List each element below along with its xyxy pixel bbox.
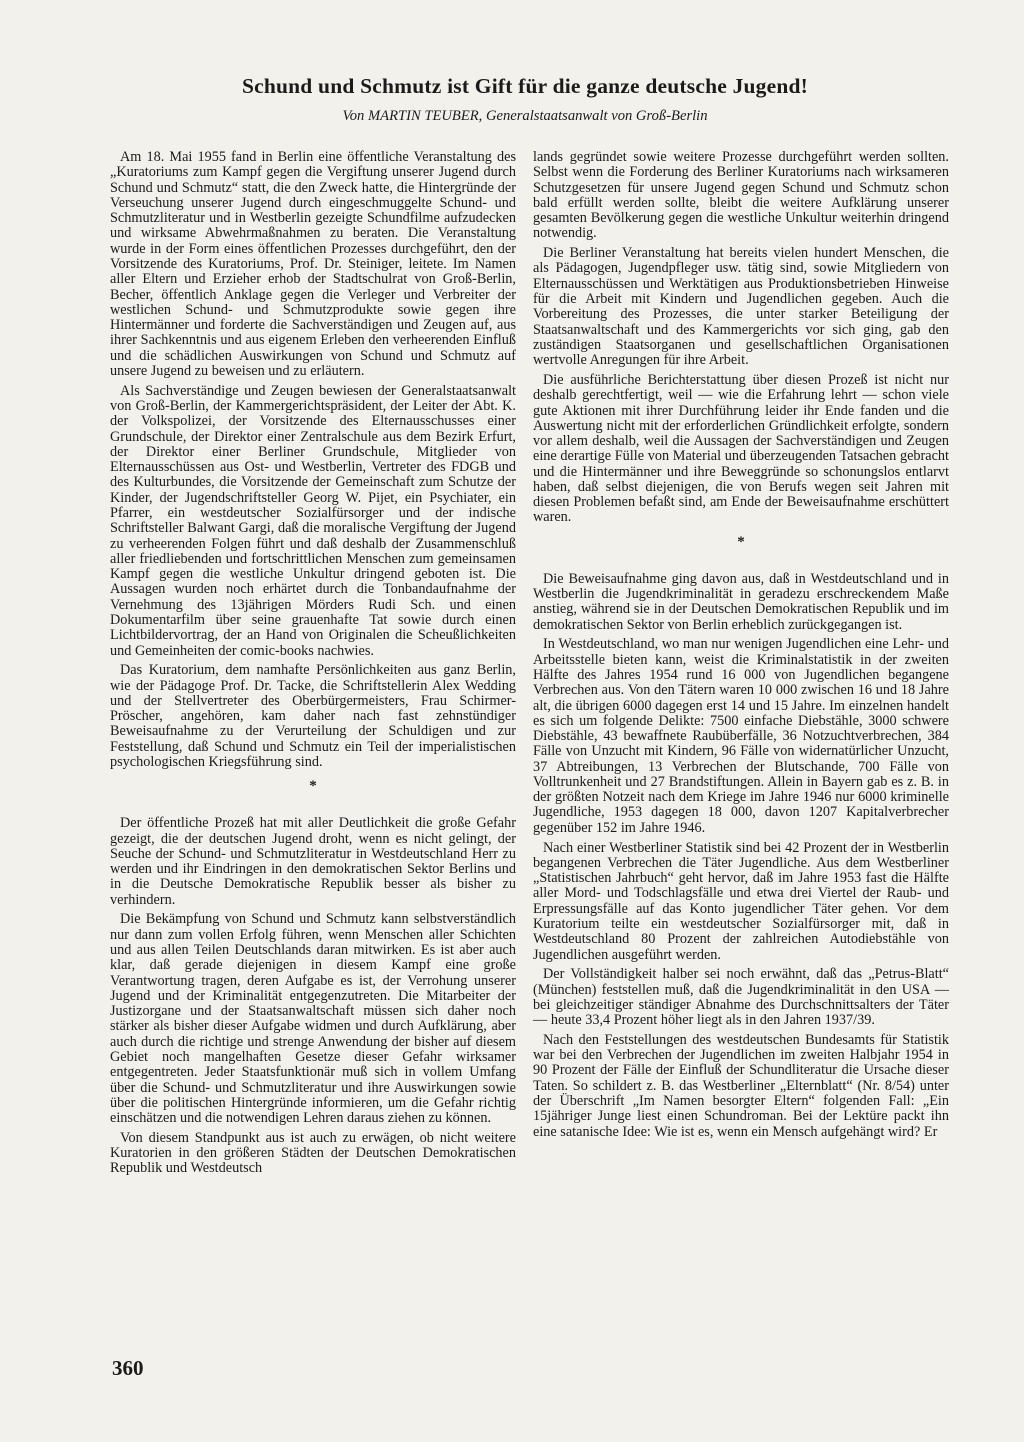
paragraph: Der Vollständigkeit halber sei noch erwähnt, daß das „Petrus-Blatt“ (München) feststellen muß, daß die Jugendkriminalität in den USA — bei gleichzeitiger ständiger Abnahme des Durchschnittsalters der Täter — heute 33,4 Prozent höher liegt als in den Jahren 1937/39. xyxy=(533,966,949,1029)
article-byline: Von MARTIN TEUBER, Generalstaatsanwalt von Groß-Berlin xyxy=(342,108,708,124)
paragraph: Das Kuratorium, dem namhafte Persönlichkeiten aus ganz Berlin, wie der Pädagoge Prof. Dr. Tacke, die Schriftstellerin Alex Wedding und der Stellvertreter des Oberbürgermeisters, Frau Schirmer-Pröscher, angehören, kam daher nach fast zehnstündiger Beweisaufnahme zu der Verurteilung der Schuldigen und zur Feststellung, daß Schund und Schmutz ein Teil der imperialistischen psychologischen Kriegsführung sind. xyxy=(110,662,516,770)
paragraph: Am 18. Mai 1955 fand in Berlin eine öffentliche Veranstaltung des „Kuratoriums zum Kampf gegen die Vergiftung unserer Jugend durch Schund und Schmutz“ statt, die den Zweck hatte, die Hintergründe der Verseuchung unserer Jugend durch eingeschmuggelte Schund- und Schmutzliteratur und in Westberlin gezeigte Schundfilme aufzudecken und wirksame Abwehrmaßnahmen zu beraten. Die Veranstaltung wurde in der Form eines öffentlichen Prozesses durchgeführt, den der Vorsitzende des Kuratoriums, Prof. Dr. Steiniger, leitete. Im Namen aller Eltern und Erzieher erhob der Stadtschulrat von Groß-Berlin, Becher, öffentlich Anklage gegen die Verleger und Verbreiter der westlichen Schund- und Schmutzprodukte sowie gegen ihre Hintermänner und forderte die Sachverständigen und Zeugen auf, aus ihrer Sachkenntnis und aus eigenem Erleben den verheerenden Einfluß und die schädlichen Auswirkungen von Schund und Schmutz auf unsere Jugend zu beweisen und zu erläutern. xyxy=(110,149,516,379)
section-separator: * xyxy=(309,778,317,795)
paragraph: Die Beweisaufnahme ging davon aus, daß in Westdeutschland und in Westberlin die Jugendkriminalität in geradezu erschreckendem Maße anstieg, während sie in der Deutschen Demokratischen Republik und im demokratischen Sektor von Berlin erheblich zurückgegangen ist. xyxy=(533,570,949,633)
paragraph: Die ausführliche Berichterstattung über diesen Prozeß ist nicht nur deshalb gerechtfertigt, weil — wie die Erfahrung lehrt — schon viele gute Aktionen mit ihrer Durchführung leider ihr Ende fanden und die Auswertung nicht mit der erforderlichen Gründlichkeit erfolgte, sondern vor allem deshalb, weil die Aussagen der Sachverständigen und Zeugen eine derartige Fülle von Material und überzeugenden Tatsachen gebracht und die Hintermänner und ihre Beweggründe so schonungslos entlarvt haben, daß selbst diejenigen, die von Berufs wegen seit Jahren mit diesen Problemen befaßt sind, am Ende der Beweisaufnahme erschüttert waren. xyxy=(533,371,949,526)
paragraph: Nach einer Westberliner Statistik sind bei 42 Prozent der in Westberlin begangenen Verbrechen die Täter Jugendliche. Aus dem Westberliner „Statistischen Jahrbuch“ geht hervor, daß im Jahre 1953 fast die Hälfte aller Mord- und Todschlagsfälle und etwa drei Viertel der Raub- und Erpressungsfälle auf das Konto jugendlicher Täter gehen. Vor dem Kuratorium teilte ein westdeutscher Sozialfürsorger mit, daß in Westdeutschland 80 Prozent der zahlreichen Autodiebstähle von Jugendlichen ausgeführt werden. xyxy=(533,839,949,963)
paragraph: Von diesem Standpunkt aus ist auch zu erwägen, ob nicht weitere Kuratorien in den größeren Städten der Deutschen Demokratischen Republik und Westdeutsch xyxy=(110,1129,516,1177)
paragraph: Die Berliner Veranstaltung hat bereits vielen hundert Menschen, die als Pädagogen, Jugendpfleger usw. tätig sind, sowie Mitgliedern von Elternausschüssen und Werktätigen aus Produktionsbetrieben Hinweise für die Arbeit mit Kindern und Jugendlichen gegeben. Auch die Vorbereitung des Prozesses, die unter starker Beteiligung der Staatsanwaltschaft und des Kammergerichts vor sich ging, gab den zuständigen Staatsorganen und gesellschaftlichen Organisationen wertvolle Anregungen für ihre Arbeit. xyxy=(533,245,949,369)
page-number: 360 xyxy=(112,1356,144,1380)
paragraph: Als Sachverständige und Zeugen bewiesen der Generalstaatsanwalt von Groß-Berlin, der Kammergerichtspräsident, der Leiter der Abt. K. der Volkspolizei, der Vorsitzende des Elternausschusses einer Grundschule, der Direktor einer Zentralschule aus dem Bezirk Erfurt, der Direktor einer Berliner Grundschule, Mitglieder von Elternausschüssen aus Ost- und Westberlin, Vertreter des FDGB und des Kulturbundes, die Vorsitzende der Gemeinschaft zum Schutze der Kinder, der Jugendschriftsteller Georg W. Pijet, ein Psychiater, ein Pfarrer, ein westdeutscher Sozialfürsorger und der indische Schriftsteller Balwant Gargi, daß die moralische Vergiftung der Jugend zu verheerenden Folgen führt und daß deshalb der Zusammenschluß aller friedliebenden und fortschrittlichen Menschen zum gemeinsamen Kampf gegen die westliche Unkultur dringend geboten ist. Die Aussagen wurden noch erhärtet durch die Tonbandaufnahme der Vernehmung des 13jährigen Mörders Rudi Sch. und einen Dokumentarfilm über seine grauenhafte Tat sowie durch einen Lichtbildervortrag, der an Hand von Originalen die Scheußlichkeiten und Gemeinheiten der comic-books nachwies. xyxy=(110,382,516,659)
paragraph: In Westdeutschland, wo man nur wenigen Jugendlichen eine Lehr- und Arbeitsstelle bieten kann, weist die Kriminalstatistik in der zweiten Hälfte des Jahres 1954 rund 16 000 von Jugendlichen begangene Verbrechen aus. Von den Tätern waren 10 000 zwischen 16 und 18 Jahre alt, die übrigen 6000 dagegen erst 14 und 15 Jahre. Im einzelnen handelt es sich um folgende Delikte: 7500 einfache Diebstähle, 3000 schwere Diebstähle, 43 bewaffnete Raubüberfälle, 36 Notzuchtverbrechen, 384 Fälle von Unzucht mit Kindern, 96 Fälle von widernatürlicher Unzucht, 37 Abtreibungen, 13 Verbrechen der Blutschande, 700 Fälle von Volltrunkenheit und 27 Brandstiftungen. Allein in Bayern gab es z. B. in der größten Notzeit nach dem Kriege im Jahre 1946 nur 6000 kriminelle Jugendliche, 1953 dagegen 18 000, davon 1207 Kapitalverbrecher gegenüber 152 im Jahre 1946. xyxy=(533,636,949,836)
paragraph: Der öffentliche Prozeß hat mit aller Deutlichkeit die große Gefahr gezeigt, die der deutschen Jugend droht, wenn es nicht gelingt, der Seuche der Schund- und Schmutzliteratur in Westdeutschland Herr zu werden und ihr Eindringen in den demokratischen Sektor Berlins und in die Deutsche Demokratische Republik besser als bisher zu verhindern. xyxy=(110,815,516,908)
article-title: Schund und Schmutz ist Gift für die ganze deutsche Jugend! xyxy=(241,74,809,98)
left-column xyxy=(110,150,516,1181)
section-separator: * xyxy=(737,533,745,550)
paragraph: Die Bekämpfung von Schund und Schmutz kann selbstverständlich nur dann zum vollen Erfolg führen, wenn Menschen aller Schichten und aus allen Teilen Deutschlands daran mitwirken. Es ist aber auch klar, daß gerade diejenigen in diesem Kampf eine große Verantwortung tragen, deren Aufgabe es ist, der Verrohung unserer Jugend und der Kriminalität entgegenzutreten. Die Mitarbeiter der Justizorgane und der Staatsanwaltschaft müssen sich daher noch stärker als bisher dieser Aufgabe widmen und durch Aufklärung, aber auch durch die richtige und strenge Anwendung der bisher auf diesem Gebiet noch mangelhaften Gesetze dieser Gefahr wirksamer entgegentreten. Jeder Staatsfunktionär muß sich in vollem Umfang über die Schund- und Schmutzliteratur und ihre Auswirkungen sowie über die politischen Hintergründe informieren, um die Gefahr richtig einschätzen und die notwendigen Lehren daraus ziehen zu können. xyxy=(110,911,516,1127)
right-column xyxy=(533,150,949,1144)
paragraph-continuation: lands gegründet sowie weitere Prozesse durchgeführt werden sollten. Selbst wenn die Forderung des Berliner Kuratoriums nach wirksameren Schutzgesetzen für unsere Jugend gegen Schund und Schmutz schon bald erfüllt werden sollte, bleibt die weitere Aufklärung unserer gesamten Bevölkerung gegen die westliche Unkultur weiterhin dringend notwendig. xyxy=(533,149,949,242)
paragraph: Nach den Feststellungen des westdeutschen Bundesamts für Statistik war bei den Verbrechen der Jugendlichen im zweiten Halbjahr 1954 in 90 Prozent der Fälle der Einfluß der Schundliteratur die Ursache dieser Taten. So schildert z. B. das Westberliner „Elternblatt“ (Nr. 8/54) unter der Überschrift „Im Namen besorgter Eltern“ folgenden Fall: „Ein 15jähriger Junge liest einen Schundroman. Bei der Lektüre packt ihn eine satanische Idee: Wie ist es, wenn ein Mensch aufgehängt wird? Er xyxy=(533,1031,949,1140)
